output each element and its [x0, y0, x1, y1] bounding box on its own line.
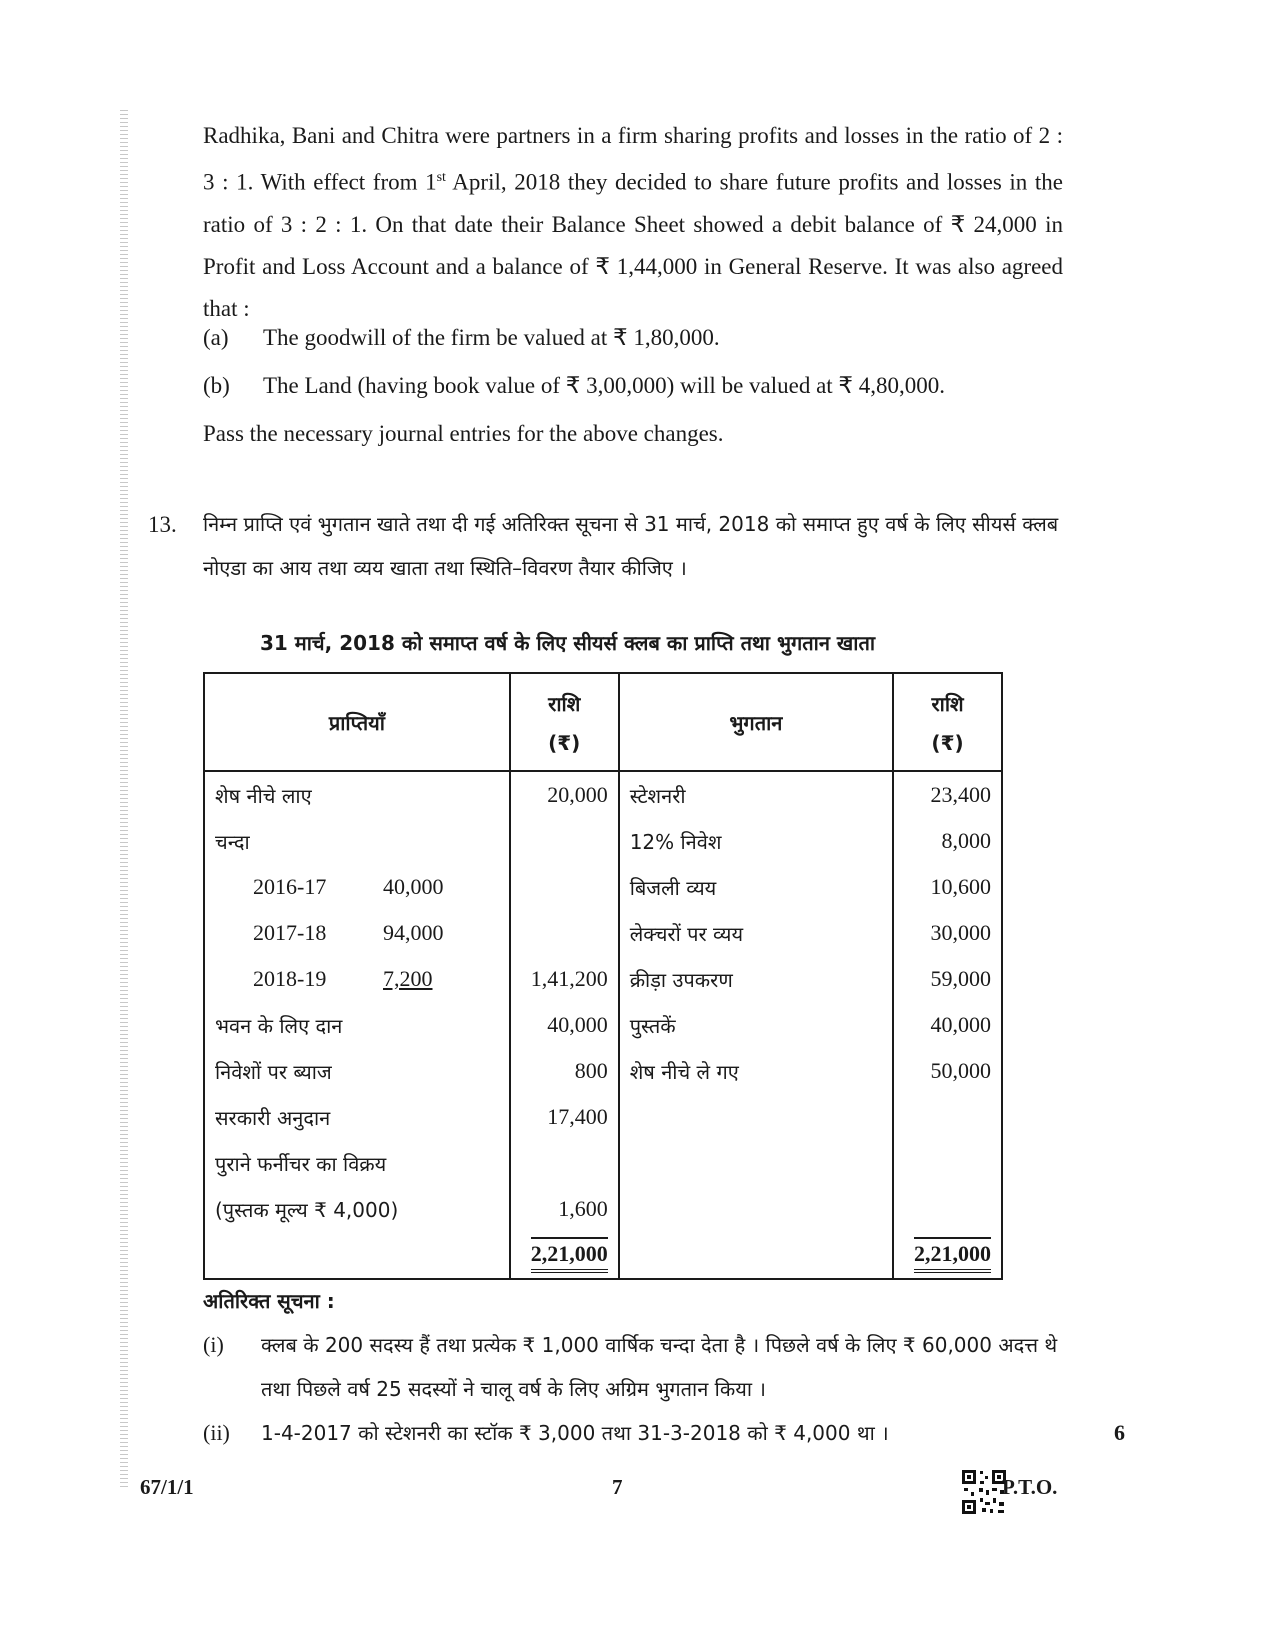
paper-code: 67/1/1: [140, 1475, 194, 1499]
header-receipts: प्राप्तियाँ: [204, 673, 510, 771]
question-12-paragraph: Radhika, Bani and Chitra were partners in a firm sharing profits and losses in the ratio of 2 : 3 : 1. With effect from 1st April, 2018 they decided to share future profits and losses in the ratio of 3 : 2 : 1. On that date their Balance Sheet showed a debit balance of ₹ 24,000 in Profit and Loss Account and a balance of ₹ 1,44,000 in General Reserve. It was also agreed that :: [203, 123, 1063, 321]
header-payments: भुगतान: [619, 673, 893, 771]
question-13-text: निम्न प्राप्ति एवं भुगतान खाते तथा दी गई अतिरिक्त सूचना से 31 मार्च, 2018 को समाप्त हुए वर्ष के लिए सीयर्स क्लब नोएडा का आय तथा व्यय खाता तथा स्थिति–विवरण तैयार कीजिए ।: [203, 512, 1059, 580]
table-row: भवन के लिए दान 40,000 पुस्तकें 40,000: [204, 1002, 1002, 1048]
additional-item-i: (i) क्लब के 200 सदस्य हैं तथा प्रत्येक ₹ 1,000 वार्षिक चन्दा देता है । पिछले वर्ष के लिए ₹ 60,000 अदत्त थे तथा पिछले वर्ष 25 सदस्यों ने चालू वर्ष के लिए अग्रिम भुगतान किया ।: [203, 1332, 1058, 1401]
page-number: 7: [612, 1475, 623, 1499]
table-row: सरकारी अनुदान 17,400: [204, 1094, 1002, 1140]
option-a: (a) The goodwill of the firm be valued at ₹ 1,80,000.: [203, 325, 720, 350]
total-payments: 2,21,000: [914, 1237, 991, 1273]
table-row: (पुस्तक मूल्य ₹ 4,000) 1,600: [204, 1186, 1002, 1232]
qr-code-icon: [960, 1468, 1008, 1516]
margin-security-strip: [120, 110, 128, 1490]
receipts-payments-table: [203, 672, 1003, 1280]
table-row: चन्दा 12% निवेश 8,000: [204, 818, 1002, 864]
table-row: पुराने फर्नीचर का विक्रय: [204, 1140, 1002, 1186]
question-12-instruction: Pass the necessary journal entries for the above changes.: [203, 421, 724, 446]
additional-info-heading: अतिरिक्त सूचना :: [203, 1289, 335, 1313]
marks: 6: [1114, 1420, 1125, 1445]
table-row: 2016-17 40,000 बिजली व्यय 10,600: [204, 864, 1002, 910]
header-amount-receipts: राशि (₹): [510, 673, 619, 771]
table-row: 2018-19 7,200 1,41,200 क्रीड़ा उपकरण 59,000: [204, 956, 1002, 1002]
pto-label: P.T.O.: [1002, 1475, 1058, 1499]
total-receipts: 2,21,000: [531, 1237, 608, 1273]
table-row: निवेशों पर ब्याज 800 शेष नीचे ले गए 50,000: [204, 1048, 1002, 1094]
option-b: (b) The Land (having book value of ₹ 3,00,000) will be valued at ₹ 4,80,000.: [203, 373, 946, 398]
header-amount-payments: राशि (₹): [893, 673, 1002, 771]
total-row: [204, 1232, 1002, 1279]
table-title: 31 मार्च, 2018 को समाप्त वर्ष के लिए सीयर्स क्लब का प्राप्ति तथा भुगतान खाता: [260, 631, 876, 655]
additional-item-ii: (ii) 1-4-2017 को स्टेशनरी का स्टॉक ₹ 3,000 तथा 31-3-2018 को ₹ 4,000 था ।: [203, 1420, 889, 1445]
table-row: 2017-18 94,000 लेक्चरों पर व्यय 30,000: [204, 910, 1002, 956]
question-13-number: 13.: [148, 512, 177, 537]
table-row: शेष नीचे लाए 20,000 स्टेशनरी 23,400: [204, 771, 1002, 818]
